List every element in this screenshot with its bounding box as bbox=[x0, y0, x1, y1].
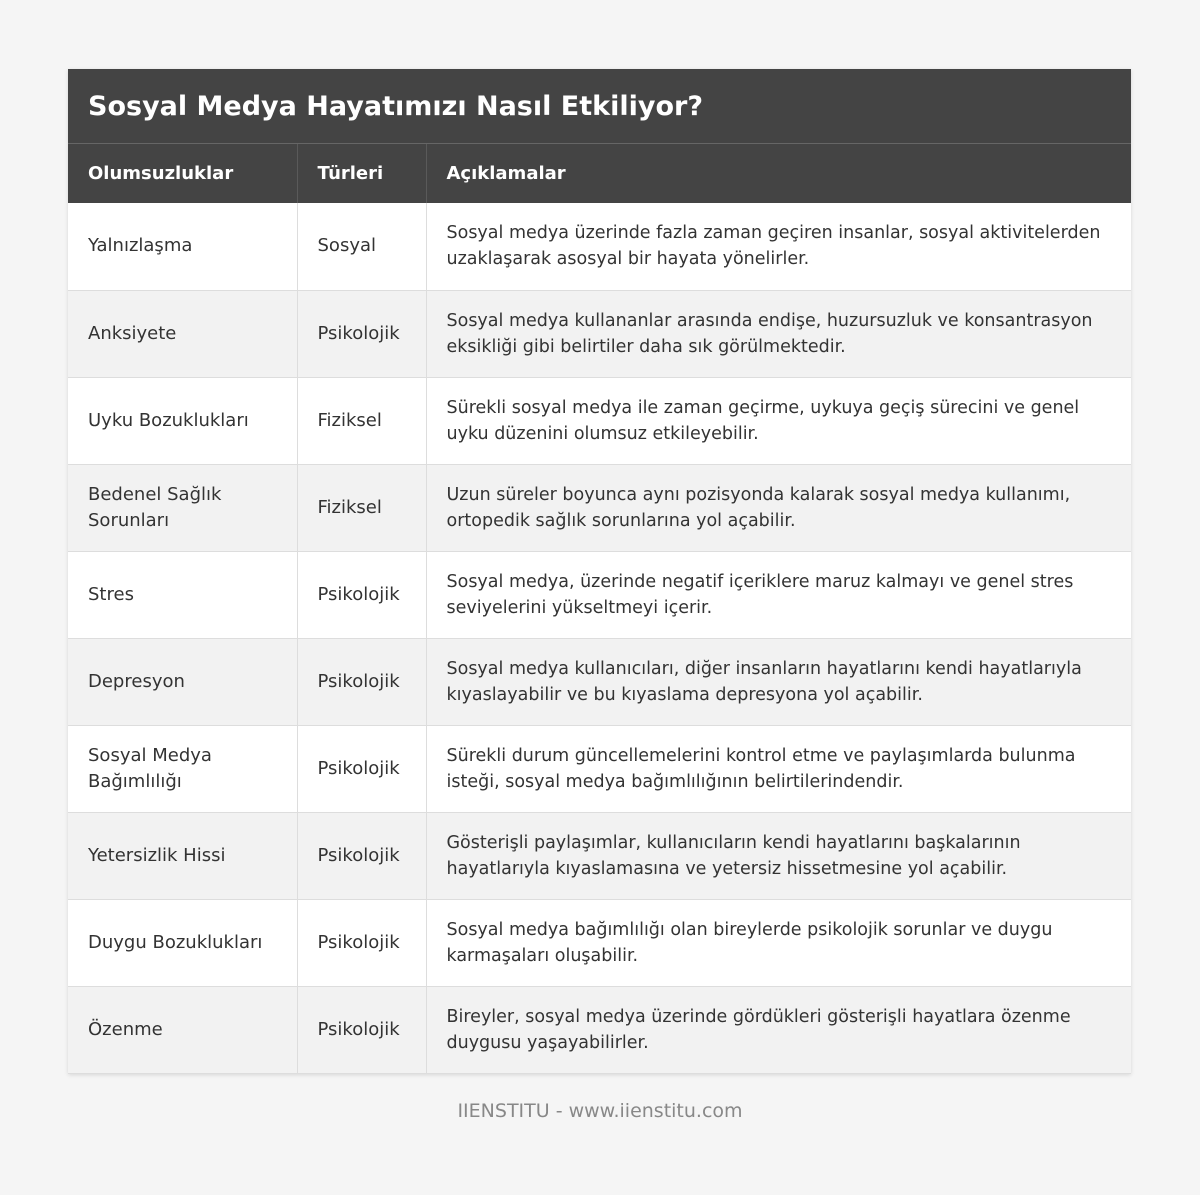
table-row bbox=[68, 638, 1131, 725]
cell-description: Sosyal medya, üzerinde negatif içeriklere maruz kalmayı ve genel stres seviyelerini yükseltmeyi içerir. bbox=[426, 551, 1131, 638]
column-header-olumsuzluklar: Olumsuzluklar bbox=[68, 144, 297, 203]
table-row bbox=[68, 551, 1131, 638]
cell-description: Sosyal medya bağımlılığı olan bireylerde psikolojik sorunlar ve duygu karmaşaları oluşabilir. bbox=[426, 899, 1131, 986]
table-row bbox=[68, 986, 1131, 1073]
page-title: Sosyal Medya Hayatımızı Nasıl Etkiliyor? bbox=[68, 69, 1131, 144]
cell-name: Uyku Bozuklukları bbox=[68, 377, 297, 464]
cell-name: Duygu Bozuklukları bbox=[68, 899, 297, 986]
cell-type: Psikolojik bbox=[297, 986, 426, 1073]
table-row bbox=[68, 203, 1131, 290]
cell-description: Sürekli sosyal medya ile zaman geçirme, uykuya geçiş sürecini ve genel uyku düzenini olumsuz etkileyebilir. bbox=[426, 377, 1131, 464]
table-row bbox=[68, 290, 1131, 377]
cell-name: Anksiyete bbox=[68, 290, 297, 377]
table-row bbox=[68, 377, 1131, 464]
cell-type: Psikolojik bbox=[297, 812, 426, 899]
cell-type: Sosyal bbox=[297, 203, 426, 290]
cell-description: Bireyler, sosyal medya üzerinde gördükleri gösterişli hayatlara özenme duygusu yaşayabilirler. bbox=[426, 986, 1131, 1073]
cell-name: Stres bbox=[68, 551, 297, 638]
cell-type: Fiziksel bbox=[297, 377, 426, 464]
table-row bbox=[68, 725, 1131, 812]
cell-name: Bedenel Sağlık Sorunları bbox=[68, 464, 297, 551]
cell-name: Yalnızlaşma bbox=[68, 203, 297, 290]
cell-description: Sosyal medya kullananlar arasında endişe, huzursuzluk ve konsantrasyon eksikliği gibi belirtiler daha sık görülmektedir. bbox=[426, 290, 1131, 377]
cell-name: Yetersizlik Hissi bbox=[68, 812, 297, 899]
table-row bbox=[68, 464, 1131, 551]
cell-description: Sosyal medya kullanıcıları, diğer insanların hayatlarını kendi hayatlarıyla kıyaslayabilir ve bu kıyaslama depresyona yol açabilir. bbox=[426, 638, 1131, 725]
content-card bbox=[68, 69, 1131, 1074]
cell-type: Psikolojik bbox=[297, 551, 426, 638]
cell-type: Psikolojik bbox=[297, 725, 426, 812]
effects-table bbox=[68, 144, 1131, 1074]
cell-type: Psikolojik bbox=[297, 638, 426, 725]
column-header-turleri: Türleri bbox=[297, 144, 426, 203]
column-header-aciklamalar: Açıklamalar bbox=[426, 144, 1131, 203]
cell-type: Fiziksel bbox=[297, 464, 426, 551]
cell-description: Sürekli durum güncellemelerini kontrol etme ve paylaşımlarda bulunma isteği, sosyal medya bağımlılığının belirtilerindendir. bbox=[426, 725, 1131, 812]
table-header-row bbox=[68, 144, 1131, 203]
cell-description: Uzun süreler boyunca aynı pozisyonda kalarak sosyal medya kullanımı, ortopedik sağlık sorunlarına yol açabilir. bbox=[426, 464, 1131, 551]
cell-name: Sosyal Medya Bağımlılığı bbox=[68, 725, 297, 812]
cell-name: Özenme bbox=[68, 986, 297, 1073]
table-row bbox=[68, 812, 1131, 899]
cell-type: Psikolojik bbox=[297, 899, 426, 986]
footer-credit: IIENSTITU - www.iienstitu.com bbox=[457, 1100, 743, 1122]
cell-type: Psikolojik bbox=[297, 290, 426, 377]
cell-description: Gösterişli paylaşımlar, kullanıcıların kendi hayatlarını başkalarının hayatlarıyla kıyaslamasına ve yetersiz hissetmesine yol açabilir. bbox=[426, 812, 1131, 899]
table-row bbox=[68, 899, 1131, 986]
cell-name: Depresyon bbox=[68, 638, 297, 725]
cell-description: Sosyal medya üzerinde fazla zaman geçiren insanlar, sosyal aktivitelerden uzaklaşarak asosyal bir hayata yönelirler. bbox=[426, 203, 1131, 290]
